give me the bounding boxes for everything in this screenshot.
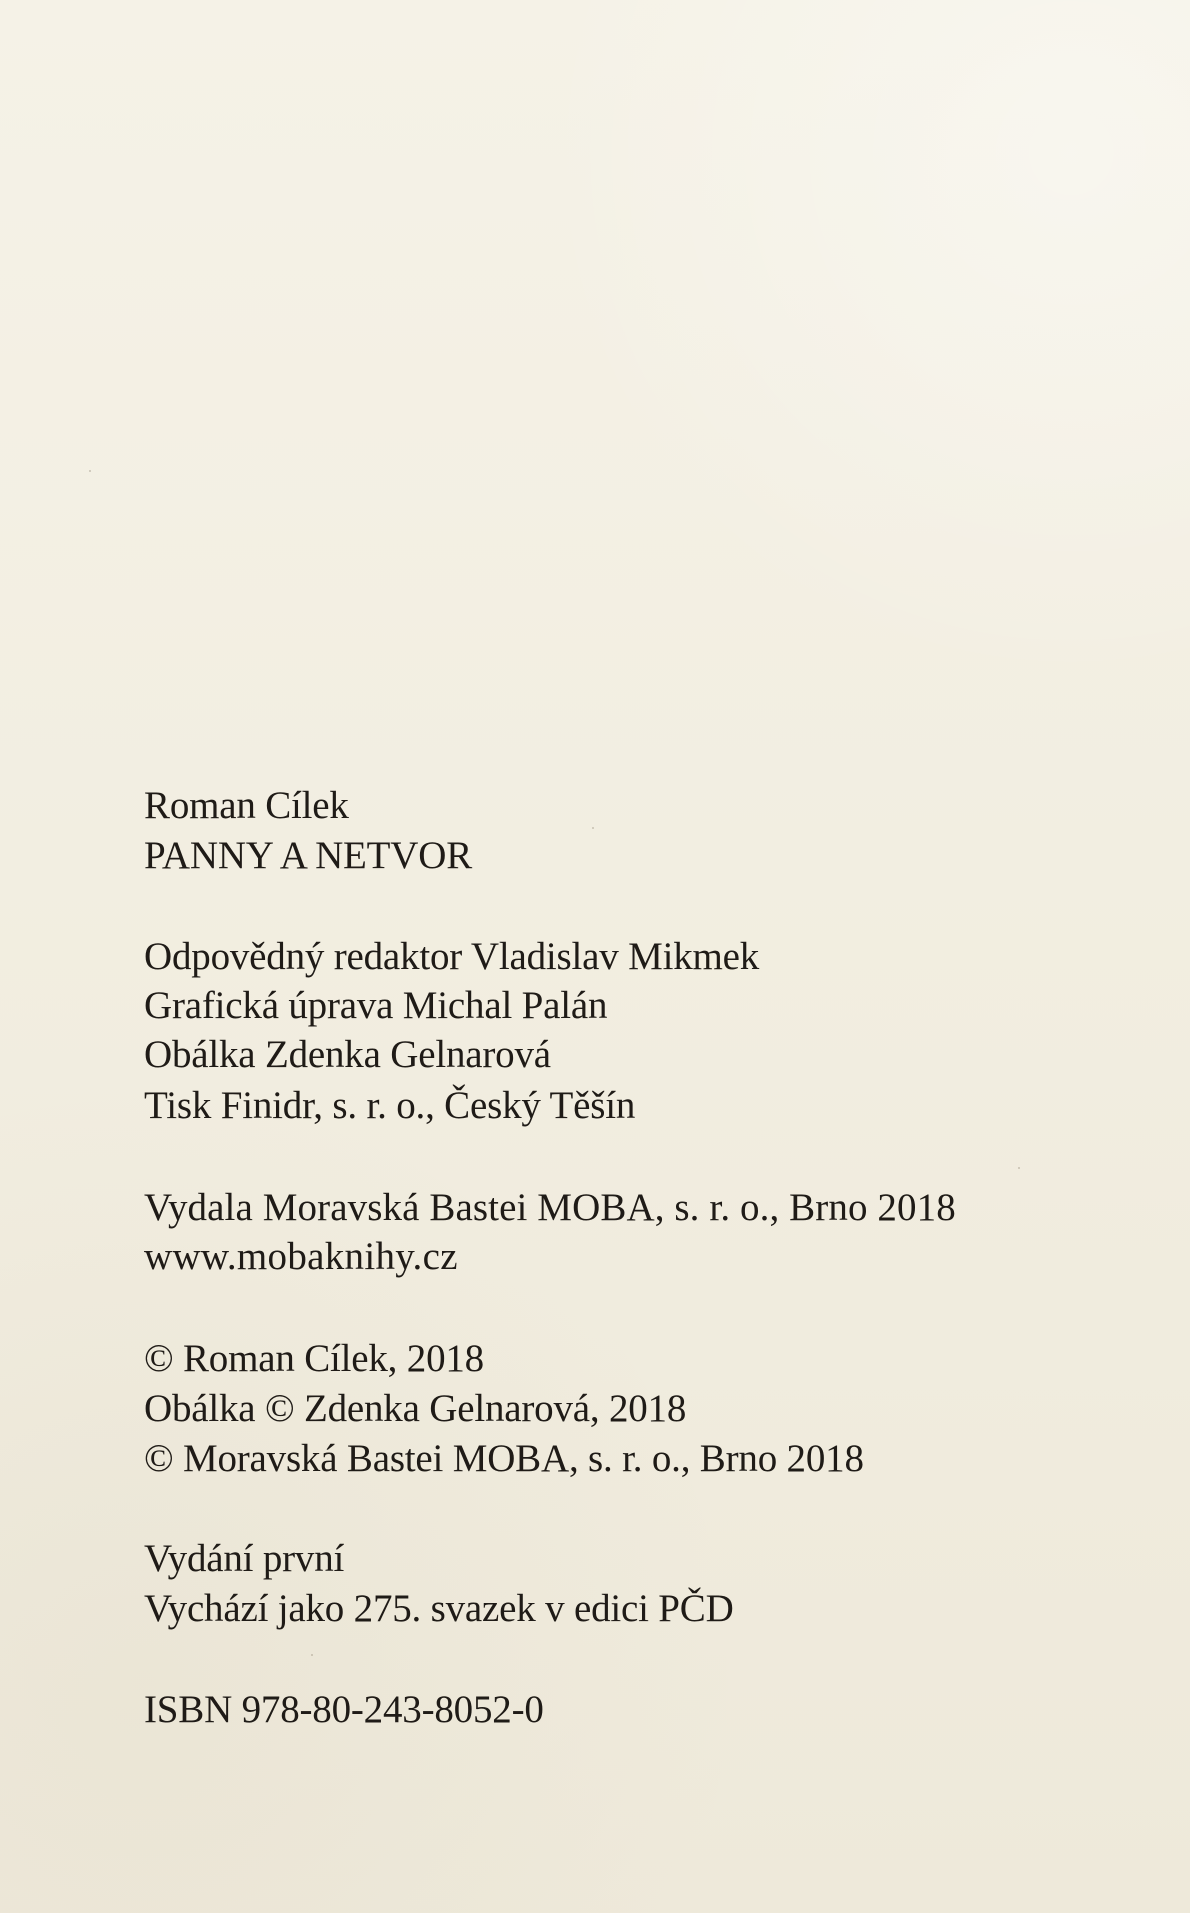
paper-speck [592, 827, 594, 829]
paper-speck [89, 470, 91, 472]
paper-speck [311, 1654, 313, 1656]
editor-credit: Odpovědný redaktor Vladislav Mikmek [144, 935, 760, 978]
publisher-copyright: © Moravská Bastei MOBA, s. r. o., Brno 2018 [144, 1437, 864, 1480]
author-name: Roman Cílek [144, 784, 349, 827]
cover-copyright: Obálka © Zdenka Gelnarová, 2018 [144, 1387, 687, 1430]
paper-speck [1018, 1167, 1020, 1169]
publisher-line: Vydala Moravská Bastei MOBA, s. r. o., Brno 2018 [144, 1186, 956, 1229]
book-title: PANNY A NETVOR [144, 834, 473, 877]
series-info: Vychází jako 275. svazek v edici PČD [144, 1587, 734, 1630]
edition-number: Vydání první [144, 1537, 345, 1580]
print-credit: Tisk Finidr, s. r. o., Český Těšín [144, 1084, 636, 1127]
layout-credit: Grafická úprava Michal Palán [144, 984, 608, 1027]
author-copyright: © Roman Cílek, 2018 [144, 1337, 484, 1380]
cover-credit: Obálka Zdenka Gelnarová [144, 1033, 551, 1076]
publisher-website: www.mobaknihy.cz [144, 1235, 458, 1278]
isbn: ISBN 978-80-243-8052-0 [144, 1688, 544, 1731]
